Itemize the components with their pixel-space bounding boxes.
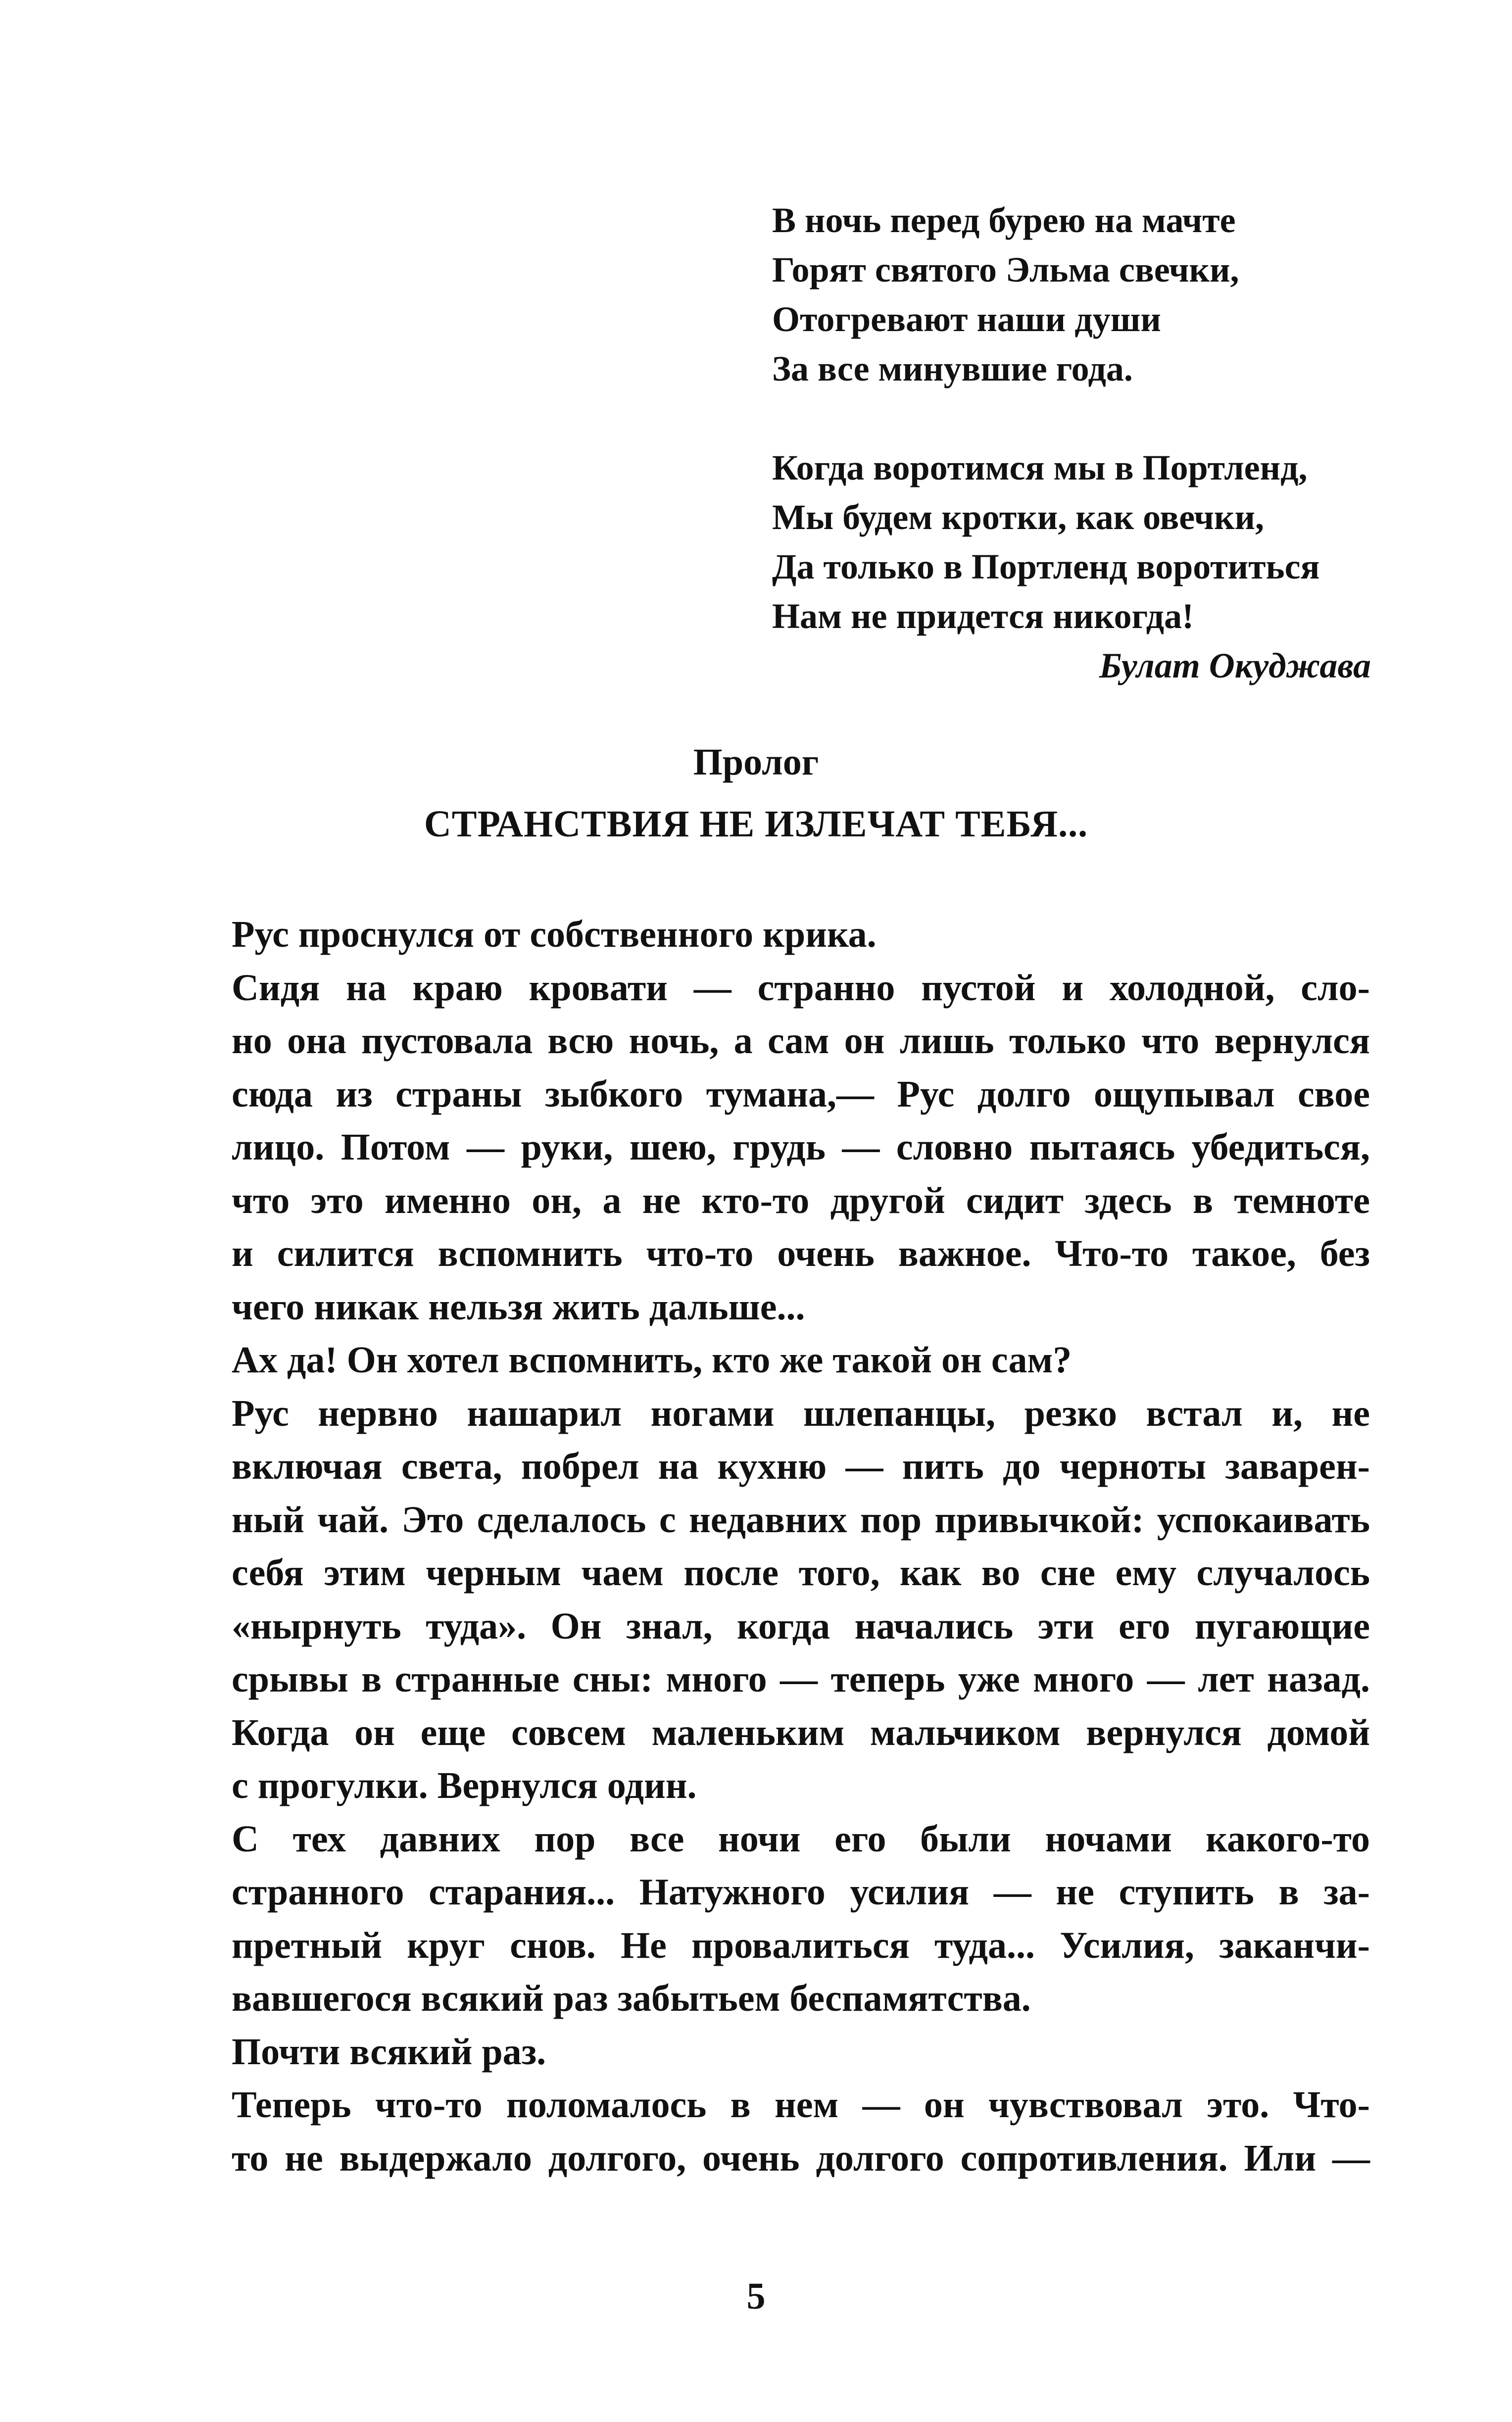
body-line: Ах да! Он хотел вспомнить, кто же такой он сам? [232,1339,1072,1381]
epigraph [772,195,1371,690]
epigraph-stanza [772,195,1371,393]
body-line: «нырнуть туда». Он знал, когда начались эти его пугающие [232,1605,1370,1647]
epigraph-line: За все минувшие года. [772,349,1133,388]
epigraph-line: Нам не придется никогда! [772,596,1194,636]
epigraph-line: Отогревают наши души [772,299,1161,339]
body-line: себя этим черным чаем после того, как во сне ему случалось [232,1552,1370,1594]
body-line: Когда он еще совсем маленьким мальчиком вернулся домой [232,1711,1370,1753]
body-line: включая света, побрел на кухню — пить до черноты заварен- [232,1446,1370,1487]
body-line: претный круг снов. Не провалиться туда... Усилия, заканчи- [232,1924,1370,1966]
body-line: С тех давних пор все ночи его были ночами какого-то [232,1818,1370,1860]
epigraph-line: Да только в Портленд воротиться [772,547,1320,586]
body-line: срывы в странные сны: много — теперь уже много — лет назад. [232,1658,1370,1700]
body-line: Почти всякий раз. [232,2031,546,2073]
body-line: лицо. Потом — руки, шею, грудь — словно пытаясь убедиться, [232,1126,1370,1168]
epigraph-line: Мы будем кротки, как овечки, [772,497,1264,537]
body-line: то не выдержало долгого, очень долгого сопротивления. Или — [232,2137,1370,2179]
body-line: Рус проснулся от собственного крика. [232,914,877,955]
body-line: чего никак нельзя жить дальше... [232,1286,805,1328]
body-line: но она пустовала всю ночь, а сам он лишь только что вернулся [232,1020,1370,1062]
chapter-label: Пролог [693,741,819,783]
body-line: и силится вспомнить что-то очень важное. Что-то такое, без [232,1233,1370,1274]
epigraph-author: Булат Окуджава [1099,646,1371,685]
epigraph-line: Горят святого Эльма свечки, [772,250,1239,290]
body-line: с прогулки. Вернулся один. [232,1765,697,1806]
body-text [232,908,1370,2185]
chapter-title: СТРАНСТВИЯ НЕ ИЗЛЕЧАТ ТЕБЯ... [424,803,1088,845]
body-line: вавшегося всякий раз забытьем беспамятства. [232,1978,1031,2019]
body-line: Рус нервно нашарил ногами шлепанцы, резко встал и, не [232,1392,1370,1434]
page-number: 5 [746,2276,766,2317]
body-line: ный чай. Это сделалось с недавних пор привычкой: успокаивать [232,1499,1370,1541]
body-line: Теперь что-то поломалось в нем — он чувствовал это. Что- [232,2084,1370,2126]
epigraph-stanza [772,443,1371,641]
body-line: странного старания... Натужного усилия — не ступить в за- [232,1871,1370,1913]
body-line: сюда из страны зыбкого тумана,— Рус долго ощупывал свое [232,1073,1370,1115]
body-line: Сидя на краю кровати — странно пустой и холодной, сло- [232,967,1370,1009]
epigraph-line: Когда воротимся мы в Портленд, [772,448,1308,487]
epigraph-line: В ночь перед бурею на мачте [772,200,1236,240]
body-line: что это именно он, а не кто-то другой сидит здесь в темноте [232,1179,1370,1221]
